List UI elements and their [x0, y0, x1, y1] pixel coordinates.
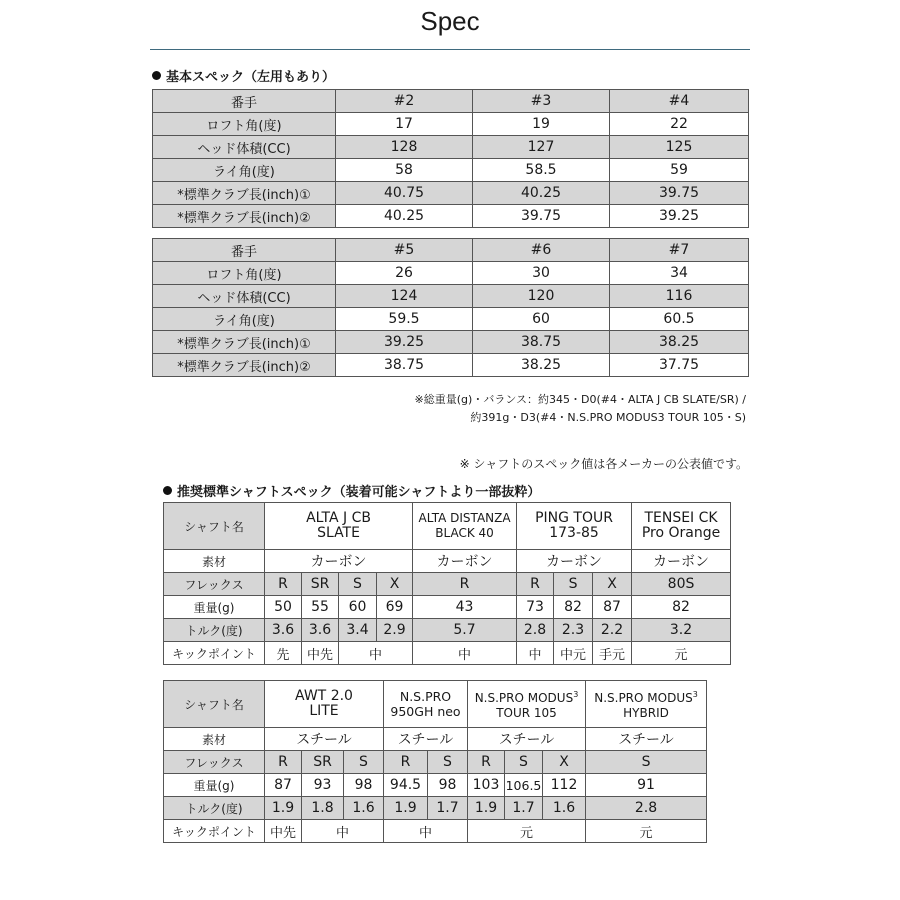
table-row — [164, 774, 707, 797]
table-row — [153, 90, 749, 113]
table-row — [153, 262, 749, 285]
weight-cell: 82 — [554, 596, 593, 619]
row-label: キックポイント — [164, 642, 265, 665]
flex-cell: R — [468, 751, 505, 774]
shaft-name — [384, 681, 468, 728]
cell: 59 — [610, 159, 749, 182]
table-row — [164, 820, 707, 843]
weight-note-2: 約391g・D3(#4・N.S.PRO MODUS3 TOUR 105・S) — [470, 411, 746, 424]
row-label: フレックス — [164, 751, 265, 774]
bullet-icon — [163, 486, 172, 495]
cell: 30 — [473, 262, 610, 285]
cell: 60.5 — [610, 308, 749, 331]
flex-cell: X — [543, 751, 586, 774]
weight-cell: 94.5 — [384, 774, 428, 797]
material-cell: スチール — [468, 728, 586, 751]
torque-cell: 2.8 — [586, 797, 707, 820]
shaft-name-line: ALTA DISTANZA — [418, 511, 511, 525]
weight-cell: 43 — [413, 596, 517, 619]
torque-cell: 5.7 — [413, 619, 517, 642]
superscript: 3 — [573, 690, 579, 699]
row-label: *標準クラブ長(inch)② — [153, 205, 336, 228]
cell: 128 — [336, 136, 473, 159]
flex-cell: SR — [302, 751, 344, 774]
shaft-name — [632, 503, 731, 550]
table-row — [153, 205, 749, 228]
torque-cell: 2.8 — [517, 619, 554, 642]
row-label: ロフト角(度) — [153, 262, 336, 285]
torque-cell: 1.9 — [384, 797, 428, 820]
cell: 38.75 — [473, 331, 610, 354]
flex-cell: S — [554, 573, 593, 596]
cell: 116 — [610, 285, 749, 308]
table-row — [153, 182, 749, 205]
weight-cell: 91 — [586, 774, 707, 797]
shaft-name — [468, 681, 586, 728]
club-number: #6 — [473, 239, 610, 262]
torque-cell: 1.7 — [505, 797, 543, 820]
kick-cell: 中 — [384, 820, 468, 843]
torque-cell: 1.6 — [543, 797, 586, 820]
row-label: *標準クラブ長(inch)① — [153, 331, 336, 354]
cell: 39.75 — [610, 182, 749, 205]
shaft-name-line: LITE — [309, 703, 339, 719]
torque-cell: 2.9 — [377, 619, 413, 642]
weight-cell: 98 — [428, 774, 468, 797]
table-row — [164, 642, 731, 665]
cell: 38.25 — [610, 331, 749, 354]
kick-cell: 中 — [302, 820, 384, 843]
shaft-name-line: 173-85 — [549, 525, 599, 541]
material-cell: スチール — [384, 728, 468, 751]
row-label: 番手 — [153, 90, 336, 113]
shaft-spec-table-carbon — [163, 502, 731, 665]
row-label: ロフト角(度) — [153, 113, 336, 136]
flex-cell: X — [377, 573, 413, 596]
club-number: #3 — [473, 90, 610, 113]
cell: 39.25 — [336, 331, 473, 354]
cell: 124 — [336, 285, 473, 308]
flex-cell: R — [265, 751, 302, 774]
table-row — [153, 331, 749, 354]
basic-spec-table-b — [152, 238, 749, 377]
weight-note-1: ※総重量(g)・バランス：約345・D0(#4・ALTA J CB SLATE/SR) / — [414, 393, 746, 406]
weight-cell: 112 — [543, 774, 586, 797]
shaft-name-line: PING TOUR — [535, 510, 613, 526]
kick-cell: 元 — [586, 820, 707, 843]
flex-cell: R — [265, 573, 302, 596]
weight-cell: 60 — [339, 596, 377, 619]
material-cell: カーボン — [632, 550, 731, 573]
row-label: *標準クラブ長(inch)① — [153, 182, 336, 205]
material-cell: スチール — [586, 728, 707, 751]
cell: 40.25 — [473, 182, 610, 205]
cell: 22 — [610, 113, 749, 136]
row-label: シャフト名 — [164, 503, 265, 550]
torque-cell: 2.2 — [593, 619, 632, 642]
weight-cell: 87 — [265, 774, 302, 797]
flex-cell: 80S — [632, 573, 731, 596]
torque-cell: 3.6 — [302, 619, 339, 642]
cell: 38.25 — [473, 354, 610, 377]
kick-cell: 中先 — [302, 642, 339, 665]
kick-cell: 中 — [339, 642, 413, 665]
table-row — [153, 113, 749, 136]
torque-cell: 2.3 — [554, 619, 593, 642]
weight-cell: 106.5 — [505, 774, 543, 797]
material-cell: カーボン — [413, 550, 517, 573]
cell: 39.25 — [610, 205, 749, 228]
shaft-name-line: AWT 2.0 — [295, 688, 353, 704]
torque-cell: 1.7 — [428, 797, 468, 820]
weight-cell: 82 — [632, 596, 731, 619]
table-row — [153, 308, 749, 331]
table-row — [164, 573, 731, 596]
weight-cell: 98 — [344, 774, 384, 797]
weight-cell: 103 — [468, 774, 505, 797]
flex-cell: R — [517, 573, 554, 596]
table-row — [164, 751, 707, 774]
table-row — [164, 550, 731, 573]
shaft-name-line: HYBRID — [623, 706, 669, 720]
kick-cell: 元 — [632, 642, 731, 665]
shaft-name-line: N.S.PRO — [399, 689, 452, 704]
torque-cell: 1.9 — [468, 797, 505, 820]
cell: 38.75 — [336, 354, 473, 377]
cell: 58.5 — [473, 159, 610, 182]
row-label: 重量(g) — [164, 774, 265, 797]
torque-cell: 3.6 — [265, 619, 302, 642]
page-title: Spec — [420, 6, 480, 36]
shaft-name — [265, 681, 384, 728]
shaft-name-line: BLACK 40 — [435, 526, 494, 540]
weight-cell: 93 — [302, 774, 344, 797]
table-row — [164, 797, 707, 820]
table-row — [164, 596, 731, 619]
row-label: ヘッド体積(CC) — [153, 285, 336, 308]
weight-cell: 69 — [377, 596, 413, 619]
row-label: フレックス — [164, 573, 265, 596]
torque-cell: 3.4 — [339, 619, 377, 642]
shaft-name — [265, 503, 413, 550]
row-label: 素材 — [164, 728, 265, 751]
cell: 40.25 — [336, 205, 473, 228]
club-number: #4 — [610, 90, 749, 113]
table-row — [164, 681, 707, 728]
table-row — [153, 136, 749, 159]
row-label: 番手 — [153, 239, 336, 262]
row-label: ライ角(度) — [153, 159, 336, 182]
row-label: ライ角(度) — [153, 308, 336, 331]
kick-cell: 中 — [413, 642, 517, 665]
kick-cell: 中 — [517, 642, 554, 665]
cell: 39.75 — [473, 205, 610, 228]
row-label: 素材 — [164, 550, 265, 573]
basic-spec-heading-text: 基本スペック（左用もあり） — [166, 70, 336, 85]
shaft-name-line: ALTA J CB — [306, 510, 371, 526]
bullet-icon — [152, 71, 161, 80]
kick-cell: 中先 — [265, 820, 302, 843]
shaft-name — [517, 503, 632, 550]
club-number: #7 — [610, 239, 749, 262]
shaft-spec-heading-text: 推奨標準シャフトスペック（装着可能シャフトより一部抜粋） — [177, 485, 541, 500]
shaft-spec-heading — [163, 481, 540, 500]
superscript: 3 — [692, 690, 698, 699]
row-label: キックポイント — [164, 820, 265, 843]
material-cell: カーボン — [517, 550, 632, 573]
weight-cell: 55 — [302, 596, 339, 619]
cell: 37.75 — [610, 354, 749, 377]
flex-cell: S — [428, 751, 468, 774]
row-label: シャフト名 — [164, 681, 265, 728]
flex-cell: S — [344, 751, 384, 774]
table-row — [164, 503, 731, 550]
shaft-spec-table-steel — [163, 680, 707, 843]
cell: 60 — [473, 308, 610, 331]
row-label: 重量(g) — [164, 596, 265, 619]
material-cell: カーボン — [265, 550, 413, 573]
torque-cell: 1.8 — [302, 797, 344, 820]
shaft-name-line: Pro Orange — [641, 525, 721, 541]
row-label: ヘッド体積(CC) — [153, 136, 336, 159]
kick-cell: 中元 — [554, 642, 593, 665]
shaft-name-line: 950GH neo — [390, 704, 461, 719]
shaft-name-line: N.S.PRO MODUS — [594, 691, 693, 705]
shaft-name-line: TOUR 105 — [496, 706, 557, 720]
kick-cell: 手元 — [593, 642, 632, 665]
shaft-name-line: N.S.PRO MODUS — [474, 691, 574, 705]
cell: 125 — [610, 136, 749, 159]
flex-cell: X — [593, 573, 632, 596]
flex-cell: S — [586, 751, 707, 774]
weight-cell: 87 — [593, 596, 632, 619]
table-row — [164, 728, 707, 751]
table-row — [153, 239, 749, 262]
cell: 127 — [473, 136, 610, 159]
row-label: トルク(度) — [164, 797, 265, 820]
weight-cell: 50 — [265, 596, 302, 619]
basic-spec-heading — [152, 66, 335, 85]
flex-cell: R — [384, 751, 428, 774]
cell: 58 — [336, 159, 473, 182]
row-label: *標準クラブ長(inch)② — [153, 354, 336, 377]
kick-cell: 先 — [265, 642, 302, 665]
title-divider — [150, 49, 750, 50]
flex-cell: R — [413, 573, 517, 596]
cell: 26 — [336, 262, 473, 285]
table-row — [153, 159, 749, 182]
torque-cell: 3.2 — [632, 619, 731, 642]
table-row — [153, 354, 749, 377]
club-number: #5 — [336, 239, 473, 262]
cell: 17 — [336, 113, 473, 136]
flex-cell: SR — [302, 573, 339, 596]
row-label: トルク(度) — [164, 619, 265, 642]
club-number: #2 — [336, 90, 473, 113]
shaft-name-line: TENSEI CK — [644, 510, 718, 526]
kick-cell: 元 — [468, 820, 586, 843]
cell: 19 — [473, 113, 610, 136]
table-row — [164, 619, 731, 642]
material-cell: スチール — [265, 728, 384, 751]
table-row — [153, 285, 749, 308]
weight-cell: 73 — [517, 596, 554, 619]
torque-cell: 1.6 — [344, 797, 384, 820]
flex-cell: S — [339, 573, 377, 596]
basic-spec-table-a — [152, 89, 749, 228]
shaft-name — [413, 503, 517, 550]
cell: 59.5 — [336, 308, 473, 331]
cell: 34 — [610, 262, 749, 285]
torque-cell: 1.9 — [265, 797, 302, 820]
shaft-disclaimer: ※ シャフトのスペック値は各メーカーの公表値です。 — [459, 457, 748, 471]
flex-cell: S — [505, 751, 543, 774]
shaft-name-line: SLATE — [317, 525, 360, 541]
cell: 120 — [473, 285, 610, 308]
cell: 40.75 — [336, 182, 473, 205]
shaft-name — [586, 681, 707, 728]
